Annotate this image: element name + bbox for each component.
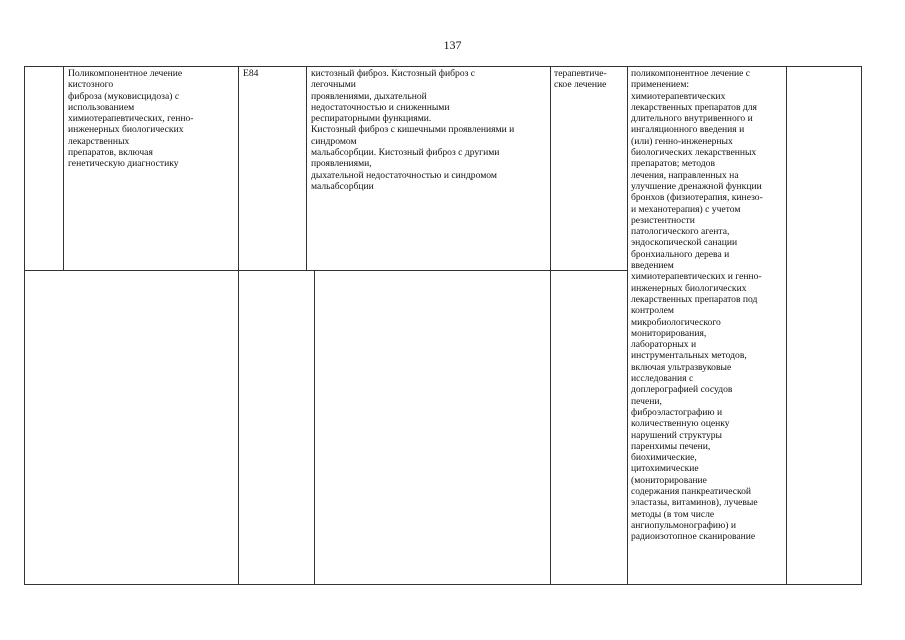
treatment-name-cell: Поликомпонентное лечение кистозного фиброза (муковисцидоза) с использованием химиотерапевтических, генно- инженерных биологических лекарственных препаратов, включая генетическую диагностику: [68, 68, 194, 170]
page-number: 137: [443, 38, 462, 52]
col-border-6: [786, 66, 787, 585]
diagnosis-cell: кистозный фиброз. Кистозный фиброз с легочными проявлениями, дыхательной недостаточностью и сниженными респираторными функциями. Кистозный фиброз с кишечными проявлениями и синдромом мальабсорбции. Кистозный фиброз с другими проявлениями, дыхательной недостаточностью и синдромом мальабсорбции: [311, 68, 515, 192]
col-border-left: [24, 66, 25, 585]
col-border-4: [550, 66, 551, 585]
icd-code-cell: E84: [243, 68, 259, 79]
treatment-type-cell: терапевтиче- ское лечение: [554, 68, 607, 91]
col-border-right: [861, 66, 862, 585]
col-border-2: [238, 66, 239, 585]
row-separator: [24, 270, 627, 271]
table-top-border: [24, 66, 862, 67]
table-bottom-border: [24, 584, 862, 585]
medical-care-table: [24, 66, 862, 585]
col-border-3a: [306, 66, 307, 270]
col-border-5: [627, 66, 628, 585]
col-border-3b: [314, 270, 315, 585]
method-cell: поликомпонентное лечение с применением: химиотерапевтических лекарственных препаратов для длительного внутривенного и ингаляционного введения и (или) генно-инженерных биологических лекарственных препаратов; методов лечения, направленных на улучшение дренажной функции бронхов (физиотерапия, кинезо- и механотерапия) с учетом резистентности патологического агента, эндоскопической санации бронхиального дерева и введением химиотерапевтических и генно- инженерных биологических лекарственных препаратов под контролем микробиологического мониторирования, лабораторных и инструментальных методов, включая ультразвуковые исследования с доплерографией сосудов печени, фиброэластографию и количественную оценку нарушений структуры паренхимы печени, биохимические, цитохимические (мониторирование содержания панкреатической эластазы, витаминов), лучевые методы (в том числе ангиопульмонографию) и радиоизотопное сканирование: [631, 68, 763, 543]
col-border-1: [63, 66, 64, 270]
